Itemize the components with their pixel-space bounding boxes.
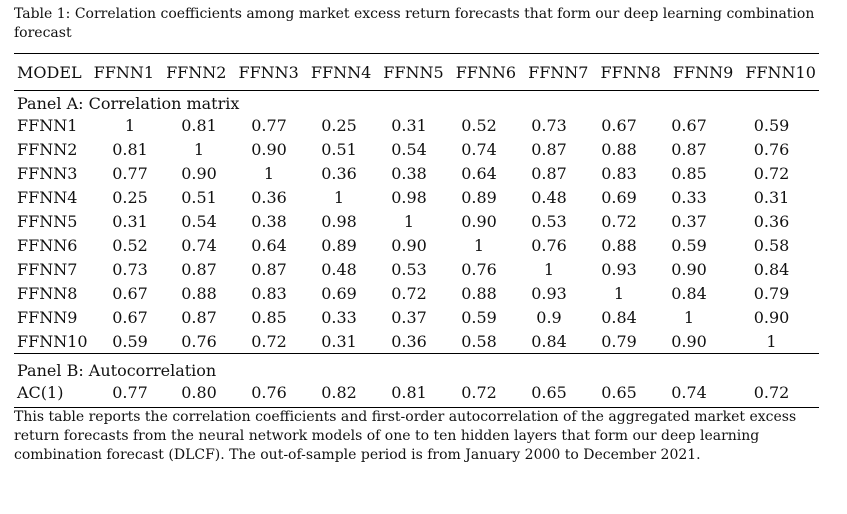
table-cell: 0.81 (181, 115, 217, 135)
table-cell: 0.59 (461, 307, 497, 327)
table-cell: 1 (333, 187, 345, 207)
row-label: FFNN1 (17, 115, 78, 135)
table-row (14, 233, 819, 257)
table-cell: 0.76 (461, 259, 497, 279)
table-cell: 0.85 (251, 307, 287, 327)
table-cell: 0.54 (391, 139, 427, 159)
table-figure (14, 5, 819, 465)
table-cell: 0.52 (112, 235, 148, 255)
table-row (14, 209, 819, 233)
table-cell: 0.93 (531, 283, 567, 303)
table-cell: 0.48 (531, 187, 567, 207)
table-cell: 0.87 (531, 139, 567, 159)
table-cell: 1 (473, 235, 485, 255)
column-header-ffnn9: FFNN9 (672, 62, 734, 82)
table-row (14, 281, 819, 305)
table-cell: 0.51 (181, 187, 217, 207)
table-cell: 0.74 (671, 382, 707, 402)
table-cell: 1 (263, 163, 275, 183)
table-cell: 0.82 (321, 382, 357, 402)
table-cell: 0.90 (391, 235, 427, 255)
table-cell: 1 (124, 115, 136, 135)
table-cell: 0.73 (112, 259, 148, 279)
table-cell: 0.90 (671, 331, 707, 351)
table-cell: 1 (613, 283, 625, 303)
table-cell: 0.77 (112, 382, 148, 402)
panel-b-title-row (14, 354, 819, 381)
table-cell: 0.88 (601, 139, 637, 159)
table-cell: 0.74 (461, 139, 497, 159)
table-cell: 0.72 (461, 382, 497, 402)
table-cell: 0.52 (461, 115, 497, 135)
column-header-ffnn1: FFNN1 (93, 62, 155, 82)
panel-b (14, 354, 819, 405)
table-cell: 0.58 (753, 235, 790, 255)
table-cell: 0.72 (391, 283, 427, 303)
panel-a-title-row (14, 91, 819, 114)
table-cell: 0.98 (391, 187, 427, 207)
table-cell: 0.74 (181, 235, 217, 255)
table-cell: 0.59 (753, 115, 790, 135)
table-cell: 1 (683, 307, 695, 327)
table-cell: 0.84 (601, 307, 637, 327)
table-cell: 0.79 (753, 283, 790, 303)
table-cell: 0.36 (251, 187, 287, 207)
column-header-ffnn8: FFNN8 (600, 62, 661, 82)
row-label: FFNN3 (17, 163, 78, 183)
table-cell: 0.36 (391, 331, 427, 351)
table-cell: 0.64 (251, 235, 287, 255)
row-label: FFNN8 (17, 283, 78, 303)
row-label: FFNN7 (17, 259, 78, 279)
table-cell: 1 (766, 331, 777, 351)
table-cell: 0.67 (112, 307, 148, 327)
column-header-ffnn3: FFNN3 (238, 62, 299, 82)
table-cell: 0.84 (671, 283, 707, 303)
table-cell: 0.64 (461, 163, 497, 183)
table-cell: 0.58 (461, 331, 497, 351)
table-cell: 0.84 (753, 259, 790, 279)
row-label: AC(1) (17, 382, 64, 402)
table-row (14, 137, 819, 161)
table-cell: 0.33 (321, 307, 357, 327)
table-cell: 0.54 (181, 211, 217, 231)
table-cell: 0.80 (181, 382, 217, 402)
table-cell: 0.81 (391, 382, 427, 402)
panel-b-title: Panel B: Autocorrelation (14, 354, 819, 381)
table-cell: 0.76 (753, 139, 790, 159)
table-cell: 0.53 (391, 259, 427, 279)
table-cell: 0.72 (753, 163, 790, 183)
table-cell: 0.87 (181, 307, 217, 327)
table-cell: 0.31 (753, 187, 790, 207)
table-cell: 0.88 (461, 283, 497, 303)
table-cell: 0.59 (112, 331, 148, 351)
table-cell: 0.90 (753, 307, 790, 327)
table-note: This table reports the correlation coefficients and first-order autocorrelation of the aggregated market excess return forecasts from the neural network models of one to ten hidden layers that form our deep learning combination forecast (DLCF). The out-of-sample period is from January 2000 to December 2021. (14, 407, 819, 465)
table-cell: 0.89 (461, 187, 497, 207)
table-row (14, 257, 819, 281)
row-label: FFNN6 (17, 235, 78, 255)
table-cell: 0.87 (531, 163, 567, 183)
table-row (14, 305, 819, 329)
table-cell: 0.65 (601, 382, 637, 402)
row-label: FFNN5 (17, 211, 78, 231)
table-cell: 0.69 (321, 283, 357, 303)
row-label: FFNN10 (17, 331, 88, 351)
table-row (14, 113, 819, 137)
row-label: FFNN4 (17, 187, 78, 207)
table-cell: 0.53 (531, 211, 567, 231)
table-cell: 0.72 (251, 331, 287, 351)
table-cell: 0.38 (391, 163, 427, 183)
table-cell: 0.37 (391, 307, 427, 327)
table-cell: 0.76 (531, 235, 567, 255)
table-cell: 0.79 (601, 331, 637, 351)
table-cell: 0.76 (181, 331, 217, 351)
table-cell: 0.81 (112, 139, 148, 159)
table-cell: 1 (403, 211, 415, 231)
table-cell: 0.98 (321, 211, 357, 231)
table-caption: Table 1: Correlation coefficients among market excess return forecasts that form our deep learning combination forecast (14, 6, 815, 41)
table-cell: 0.90 (181, 163, 217, 183)
table-cell: 0.73 (531, 115, 567, 135)
table-cell: 0.65 (531, 382, 567, 402)
column-header-model: MODEL (17, 62, 82, 82)
table-row (14, 161, 819, 185)
table-row (14, 329, 819, 354)
table-cell: 0.93 (601, 259, 637, 279)
header-row (14, 54, 819, 91)
table-row (14, 380, 819, 404)
panel-a-title: Panel A: Correlation matrix (17, 94, 240, 113)
table-cell: 0.84 (531, 331, 567, 351)
table-cell: 0.83 (251, 283, 287, 303)
table-cell: 0.33 (671, 187, 707, 207)
table-cell: 0.83 (601, 163, 637, 183)
table-cell: 0.90 (671, 259, 707, 279)
table-cell: 0.67 (112, 283, 148, 303)
table-cell: 0.76 (251, 382, 287, 402)
table-cell: 0.25 (321, 115, 357, 135)
table-cell: 0.67 (671, 115, 707, 135)
table-cell: 0.88 (601, 235, 637, 255)
table-cell: 0.36 (753, 211, 790, 231)
table-cell: 0.87 (251, 259, 287, 279)
table-cell: 1 (543, 259, 555, 279)
row-label: FFNN2 (17, 139, 78, 159)
table-cell: 0.37 (671, 211, 707, 231)
table-cell: 0.25 (112, 187, 148, 207)
table-cell: 0.72 (601, 211, 637, 231)
column-header-ffnn2: FFNN2 (166, 62, 227, 82)
table-row (14, 185, 819, 209)
table-cell: 0.51 (321, 139, 357, 159)
column-header-ffnn5: FFNN5 (383, 62, 444, 82)
column-header-ffnn4: FFNN4 (310, 62, 372, 82)
table-cell: 0.89 (321, 235, 357, 255)
table-cell: 0.36 (321, 163, 357, 183)
column-header-ffnn7: FFNN7 (528, 62, 589, 82)
table-cell: 0.87 (181, 259, 217, 279)
table-cell: 0.69 (601, 187, 637, 207)
table-cell: 0.90 (251, 139, 287, 159)
table-cell: 0.31 (391, 115, 427, 135)
table-cell: 0.72 (753, 382, 790, 402)
row-label: FFNN9 (17, 307, 78, 327)
table-cell: 0.87 (671, 139, 707, 159)
table-cell: 0.85 (671, 163, 707, 183)
panel-a (14, 91, 819, 354)
table-cell: 0.88 (181, 283, 217, 303)
column-header-ffnn6: FFNN6 (455, 62, 517, 82)
column-header-ffnn10: FFNN10 (745, 62, 816, 82)
table-cell: 0.77 (112, 163, 148, 183)
correlation-table (14, 53, 819, 404)
table-cell: 0.67 (601, 115, 637, 135)
table-cell: 0.77 (251, 115, 287, 135)
table-cell: 1 (193, 139, 205, 159)
table-cell: 0.31 (321, 331, 357, 351)
table-cell: 0.31 (112, 211, 148, 231)
table-cell: 0.48 (321, 259, 357, 279)
table-cell: 0.59 (671, 235, 707, 255)
table-cell: 0.38 (251, 211, 287, 231)
table-cell: 0.9 (536, 307, 562, 327)
table-cell: 0.90 (461, 211, 497, 231)
